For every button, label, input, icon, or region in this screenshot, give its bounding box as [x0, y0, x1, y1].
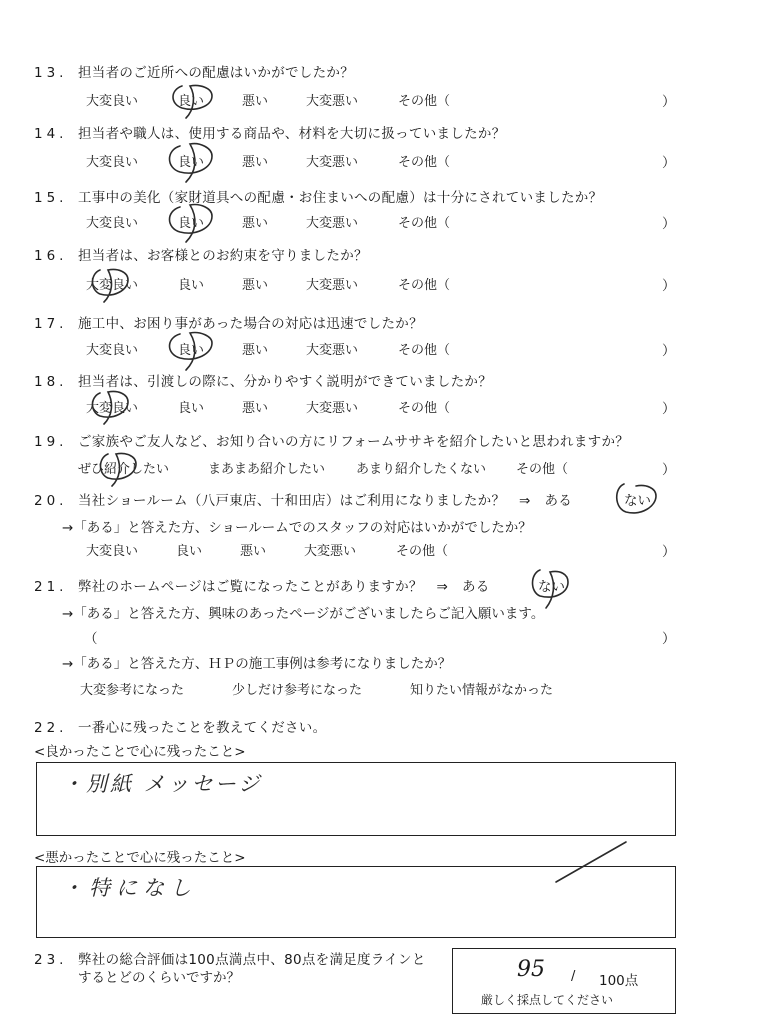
question-18: [34, 370, 492, 390]
answer-no: ない: [624, 493, 651, 509]
question-16: [34, 244, 368, 264]
close-paren: ）: [662, 216, 676, 232]
question-text: 担当者のご近所への配慮はいかがでしたか？: [78, 65, 354, 81]
question-text: 一番心に残ったことを教えてください。: [78, 720, 327, 736]
question-text: 弊社の総合評価は100点満点中、80点を満足度ラインと: [78, 952, 426, 968]
question-text: 弊社のホームページはご覧になったことがありますか？ ⇒ ある: [78, 579, 490, 595]
question-15: [34, 186, 602, 206]
option-other: その他（: [398, 278, 451, 293]
option-other: その他（: [398, 216, 451, 231]
question-number: 20.: [34, 493, 68, 509]
option-very-good: 大変良い: [86, 278, 139, 293]
option-other: その他（: [398, 343, 451, 358]
bad-memory-label: <悪かったことで心に残ったこと>: [34, 850, 246, 866]
question-13: [34, 61, 354, 81]
option-other: その他（: [398, 155, 451, 170]
question-text: 担当者は、お客様とのお約束を守りましたか？: [78, 248, 368, 264]
question-number: 15.: [34, 190, 68, 206]
question-number: 21.: [34, 579, 68, 595]
open-paren: （: [84, 631, 98, 647]
option-somewhat-recommend: まあまあ紹介したい: [208, 462, 326, 477]
option-good: 良い: [178, 155, 205, 170]
close-paren: ）: [662, 278, 676, 294]
close-paren: ）: [662, 631, 676, 647]
option-very-bad: 大変悪い: [306, 94, 359, 109]
score-box: [452, 948, 676, 1014]
option-slightly-helpful: 少しだけ参考になった: [232, 683, 363, 698]
close-paren: ）: [662, 401, 676, 417]
option-very-good: 大変良い: [86, 343, 139, 358]
question-number: 22.: [34, 720, 68, 736]
question-text: 当社ショールーム（八戸東店、十和田店）はご利用になりましたか？ ⇒ ある: [78, 493, 573, 509]
question-23: [34, 948, 426, 968]
option-very-bad: 大変悪い: [304, 544, 357, 559]
good-memory-label: <良かったことで心に残ったこと>: [34, 744, 246, 760]
close-paren: ）: [662, 155, 676, 171]
question-text: 担当者や職人は、使用する商品や、材料を大切に扱っていましたか？: [78, 126, 506, 142]
option-definitely-recommend: ぜひ紹介したい: [78, 462, 170, 477]
option-bad: 悪い: [242, 278, 269, 293]
option-good: 良い: [178, 278, 205, 293]
option-very-good: 大変良い: [86, 155, 139, 170]
option-not-helpful: 知りたい情報がなかった: [410, 683, 554, 698]
question-14: [34, 122, 506, 142]
option-good: 良い: [178, 343, 205, 358]
question-text: 工事中の美化（家財道具への配慮・お住まいへの配慮）は十分にされていましたか？: [78, 190, 603, 206]
option-very-bad: 大変悪い: [306, 343, 359, 358]
close-paren: ）: [662, 462, 676, 478]
close-paren: ）: [662, 544, 676, 560]
question-21: [34, 575, 490, 595]
option-very-bad: 大変悪い: [306, 401, 359, 416]
close-paren: ）: [662, 343, 676, 359]
question-number: 18.: [34, 374, 68, 390]
question-19: [34, 430, 629, 450]
option-bad: 悪い: [240, 544, 267, 559]
bad-memory-answer: ・特になし: [62, 876, 197, 900]
option-very-bad: 大変悪い: [306, 216, 359, 231]
score-value: 95: [517, 957, 545, 982]
option-very-good: 大変良い: [86, 216, 139, 231]
question-number: 17.: [34, 316, 68, 332]
option-other: その他（: [396, 544, 449, 559]
close-paren: ）: [662, 94, 676, 110]
score-max: 100点: [599, 973, 639, 989]
option-very-bad: 大変悪い: [306, 155, 359, 170]
question-number: 16.: [34, 248, 68, 264]
question-17: [34, 312, 423, 332]
q21-followup-cases: →「ある」と答えた方、ＨＰの施工事例は参考になりましたか？: [62, 656, 452, 672]
score-note: 厳しく採点してください: [481, 993, 614, 1007]
option-bad: 悪い: [242, 216, 269, 231]
option-good: 良い: [178, 94, 205, 109]
option-bad: 悪い: [242, 343, 269, 358]
option-very-bad: 大変悪い: [306, 278, 359, 293]
option-good: 良い: [176, 544, 203, 559]
question-number: 23.: [34, 952, 68, 968]
option-very-good: 大変良い: [86, 94, 139, 109]
q20-followup: →「ある」と答えた方、ショールームでのスタッフの対応はいかがでしたか？: [62, 520, 532, 536]
option-very-good: 大変良い: [86, 401, 139, 416]
question-number: 13.: [34, 65, 68, 81]
question-text: 施工中、お困り事があった場合の対応は迅速でしたか？: [78, 316, 423, 332]
option-very-helpful: 大変参考になった: [80, 683, 185, 698]
option-other: その他（: [398, 401, 451, 416]
good-memory-answer: ・別紙 メッセージ: [62, 772, 263, 796]
question-number: 14.: [34, 126, 68, 142]
option-bad: 悪い: [242, 155, 269, 170]
question-number: 19.: [34, 434, 68, 450]
option-very-good: 大変良い: [86, 544, 139, 559]
question-23-line2: するとどのくらいですか？: [78, 970, 240, 986]
option-good: 良い: [178, 216, 205, 231]
score-slash: /: [571, 969, 576, 984]
question-text: ご家族やご友人など、お知り合いの方にリフォームササキを紹介したいと思われますか？: [78, 434, 630, 450]
q21-followup-pages: →「ある」と答えた方、興味のあったページがございましたらご記入願います。: [62, 606, 545, 622]
option-good: 良い: [178, 401, 205, 416]
option-bad: 悪い: [242, 94, 269, 109]
answer-no: ない: [538, 579, 565, 595]
question-text: 担当者は、引渡しの際に、分かりやすく説明ができていましたか？: [78, 374, 492, 390]
option-other: その他（: [398, 94, 451, 109]
question-22: [34, 716, 326, 736]
option-other: その他（: [516, 462, 569, 477]
option-bad: 悪い: [242, 401, 269, 416]
option-not-recommend: あまり紹介したくない: [356, 462, 487, 477]
question-20: [34, 489, 572, 509]
